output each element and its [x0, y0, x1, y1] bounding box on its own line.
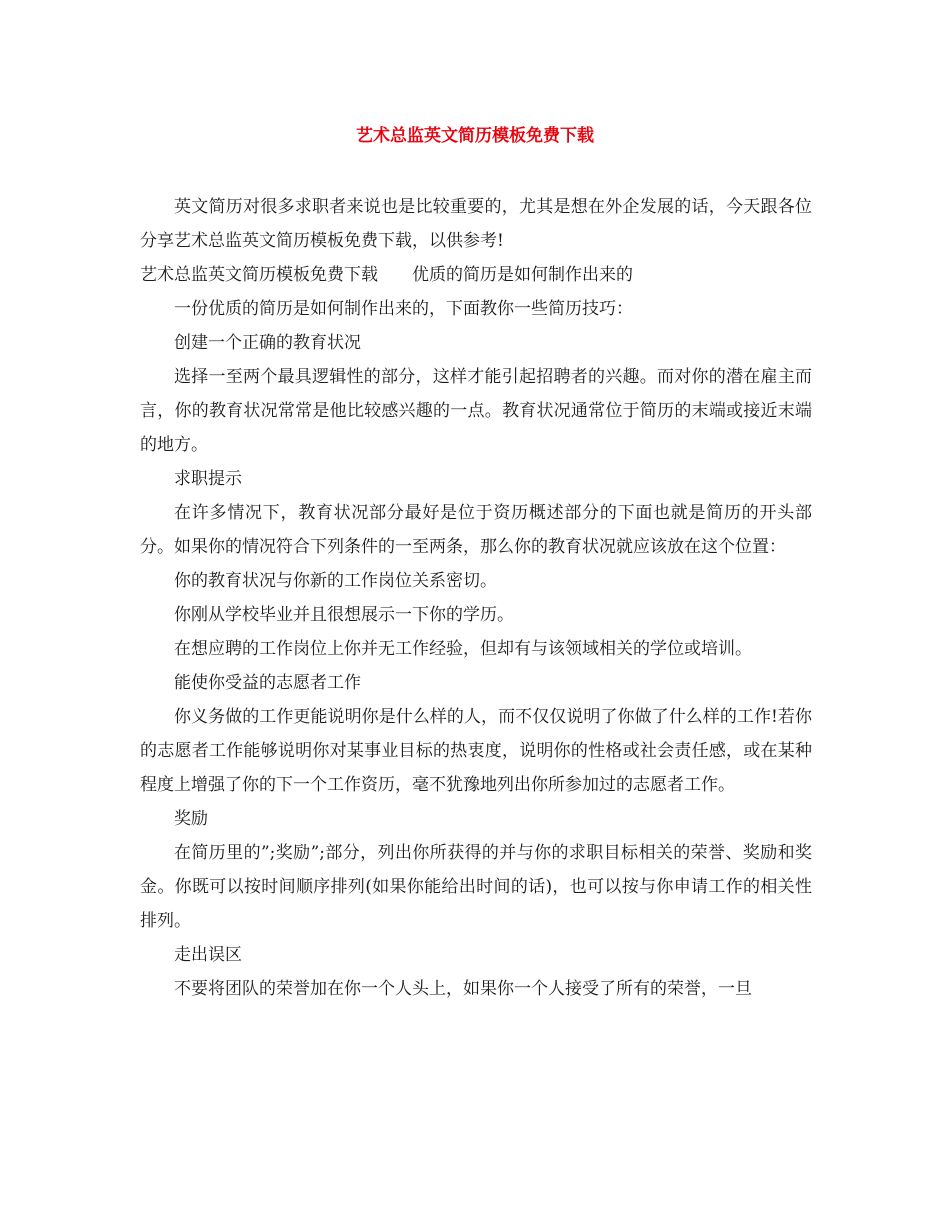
- paragraph-job-tips: 在许多情况下，教育状况部分最好是位于资历概述部分的下面也就是简历的开头部分。如果你的情况符合下列条件的一至两条，那么你的教育状况就应该放在这个位置：: [140, 503, 812, 557]
- list-item-condition-2: 你刚从学校毕业并且很想展示一下你的学历。: [174, 605, 514, 625]
- section-heading-awards: 奖励: [174, 809, 208, 829]
- section-heading-mistakes: 走出误区: [174, 945, 242, 965]
- paragraph-education: 选择一至两个最具逻辑性的部分，这样才能引起招聘者的兴趣。而对你的潜在雇主而言，你的教育状况常常是他比较感兴趣的一点。教育状况通常位于简历的末端或接近末端的地方。: [140, 367, 812, 455]
- section-heading-job-tips: 求职提示: [174, 469, 242, 489]
- subheading-right: 优质的简历是如何制作出来的: [412, 265, 633, 285]
- subheading-left: 艺术总监英文简历模板免费下载: [140, 265, 378, 285]
- section-heading-volunteer: 能使你受益的志愿者工作: [174, 673, 361, 693]
- paragraph-mistakes: 不要将团队的荣誉加在你一个人头上，如果你一个人接受了所有的荣誉，一旦: [174, 979, 752, 999]
- paragraph-tips-intro: 一份优质的简历是如何制作出来的，下面教你一些简历技巧：: [174, 299, 633, 319]
- list-item-condition-1: 你的教育状况与你新的工作岗位关系密切。: [174, 571, 497, 591]
- list-item-condition-3: 在想应聘的工作岗位上你并无工作经验，但却有与该领域相关的学位或培训。: [174, 639, 752, 659]
- document-body: [140, 190, 812, 1006]
- section-heading-education: 创建一个正确的教育状况: [174, 333, 361, 353]
- document-title: 艺术总监英文简历模板免费下载: [356, 126, 594, 146]
- paragraph-awards: 在简历里的”;奖励”;部分，列出你所获得的并与你的求职目标相关的荣誉、奖励和奖金。你既可以按时间顺序排列(如果你能给出时间的话)，也可以按与你申请工作的相关性排列。: [140, 843, 812, 931]
- paragraph-volunteer: 你义务做的工作更能说明你是什么样的人，而不仅仅说明了你做了什么样的工作!若你的志愿者工作能够说明你对某事业目标的热衷度，说明你的性格或社会责任感，或在某种程度上增强了你的下一个工作资历，毫不犹豫地列出你所参加过的志愿者工作。: [140, 707, 812, 795]
- subheading-line: [140, 258, 812, 292]
- paragraph-intro: 英文简历对很多求职者来说也是比较重要的，尤其是想在外企发展的话，今天跟各位分享艺术总监英文简历模板免费下载，以供参考!: [140, 197, 812, 251]
